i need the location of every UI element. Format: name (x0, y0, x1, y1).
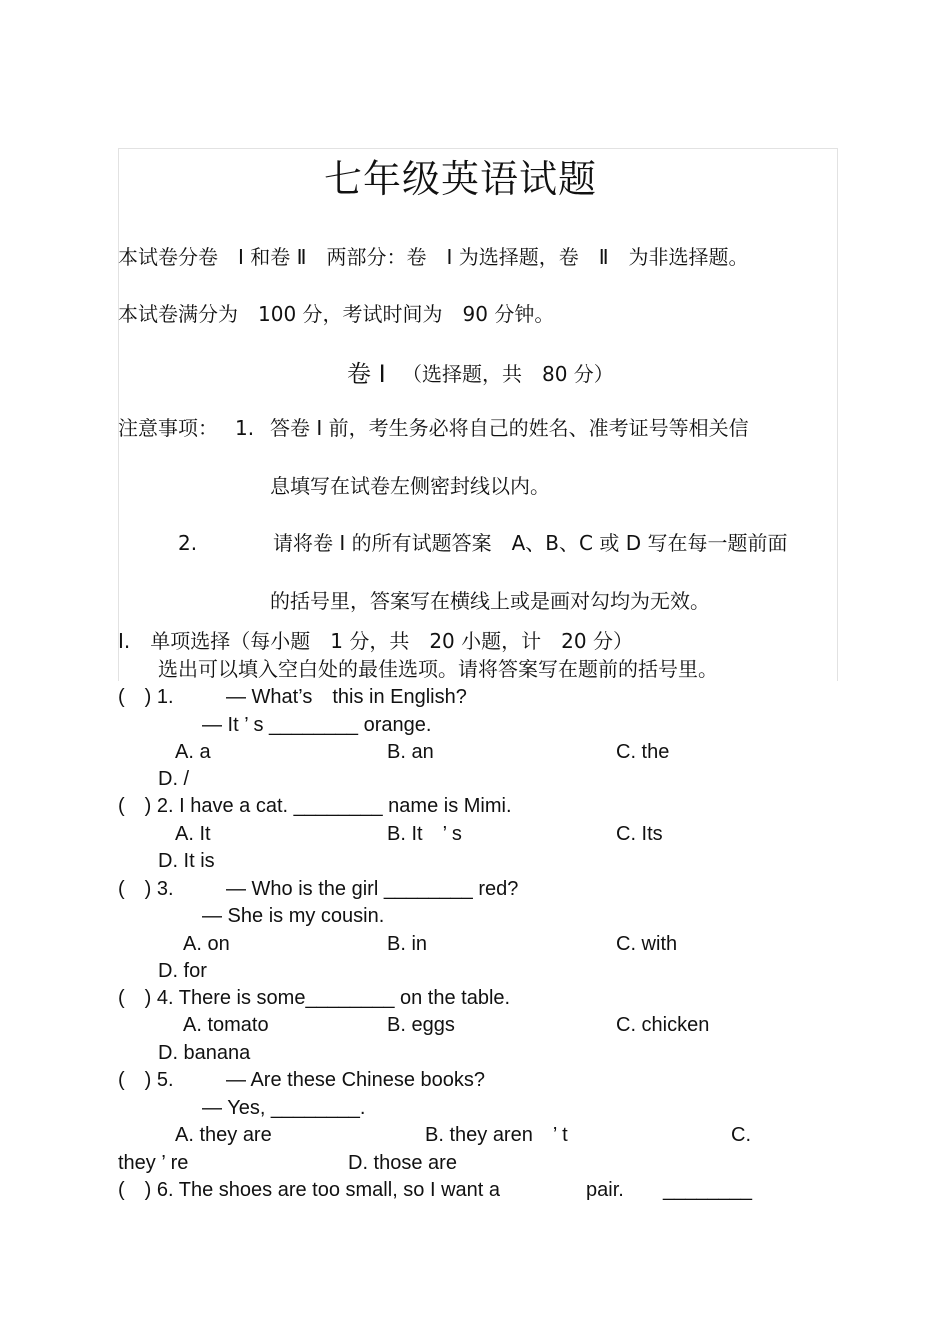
question-3-option-d: D. for (158, 960, 207, 982)
intro-line-1: 本试卷分卷 Ⅰ 和卷 Ⅱ 两部分：卷 Ⅰ 为选择题，卷 Ⅱ 为非选择题。 (118, 245, 749, 269)
question-4-option-a: A. tomato (183, 1014, 269, 1036)
note-1-line-1: 答卷 Ⅰ 前，考生务必将自己的姓名、准考证号等相关信 (270, 416, 749, 440)
question-1-option-c: C. the (616, 741, 670, 763)
question-2-option-d: D. It is (158, 850, 215, 872)
question-1-line-2: — It ’ s ________ orange. (202, 714, 432, 736)
question-4-option-d: D. banana (158, 1042, 251, 1064)
note-2-line-1: 请将卷 Ⅰ 的所有试题答案 A、B、C 或 D 写在每一题前面 (273, 531, 788, 555)
question-3-option-c: C. with (616, 933, 678, 955)
note-2-number: 2. (178, 531, 198, 555)
question-5-option-a: A. they are (175, 1124, 272, 1146)
question-2-option-b: B. It ’ s (387, 823, 462, 845)
question-1-line-1: — What’s this in English? (226, 686, 467, 708)
section-heading: 卷 Ⅰ (347, 360, 386, 388)
page-title: 七年级英语试题 (324, 157, 598, 201)
question-5-option-c-label: C. (731, 1124, 751, 1146)
question-3-stem: ( ) 3. (118, 878, 174, 900)
question-4-option-c: C. chicken (616, 1014, 710, 1036)
question-5-line-1: — Are these Chinese books? (226, 1069, 486, 1091)
section-subheading: （选择题，共 80 分） (402, 362, 614, 386)
question-3-option-b: B. in (387, 933, 428, 955)
question-6-blank: ________ (663, 1179, 752, 1201)
notes-label: 注意事项： (118, 416, 218, 440)
question-5-option-b: B. they aren ’ t (425, 1124, 568, 1146)
question-1-option-b: B. an (387, 741, 434, 763)
question-1-option-d: D. / (158, 768, 190, 790)
question-3-line-2: — She is my cousin. (202, 905, 385, 927)
question-5-line-2: — Yes, ________. (202, 1097, 366, 1119)
question-2-stem: ( ) 2. I have a cat. ________ name is Mimi. (118, 795, 512, 817)
question-1-option-a: A. a (175, 741, 211, 763)
question-4-option-b: B. eggs (387, 1014, 455, 1036)
question-1-stem: ( ) 1. (118, 686, 174, 708)
note-1-line-2: 息填写在试卷左侧密封线以内。 (270, 474, 550, 498)
intro-line-2: 本试卷满分为 100 分，考试时间为 90 分钟。 (118, 302, 555, 326)
question-4-stem: ( ) 4. There is some________ on the table. (118, 987, 511, 1009)
question-3-option-a: A. on (183, 933, 230, 955)
question-3-line-1: — Who is the girl ________ red? (226, 878, 519, 900)
question-5-option-c-text: they ’ re (118, 1152, 189, 1174)
note-1-number: 1. (235, 416, 255, 440)
part-1-heading: I. 单项选择（每小题 1 分，共 20 小题，计 20 分） (118, 629, 633, 653)
question-6-pair: pair. (586, 1179, 624, 1201)
question-2-option-a: A. It (175, 823, 211, 845)
question-5-stem: ( ) 5. (118, 1069, 174, 1091)
question-5-option-d: D. those are (348, 1152, 457, 1174)
question-6-stem: ( ) 6. The shoes are too small, so I want a (118, 1179, 501, 1201)
note-2-line-2: 的括号里，答案写在横线上或是画对勾均为无效。 (270, 589, 710, 613)
part-1-instruction: 选出可以填入空白处的最佳选项。请将答案写在题前的括号里。 (158, 657, 718, 681)
question-2-option-c: C. Its (616, 823, 663, 845)
